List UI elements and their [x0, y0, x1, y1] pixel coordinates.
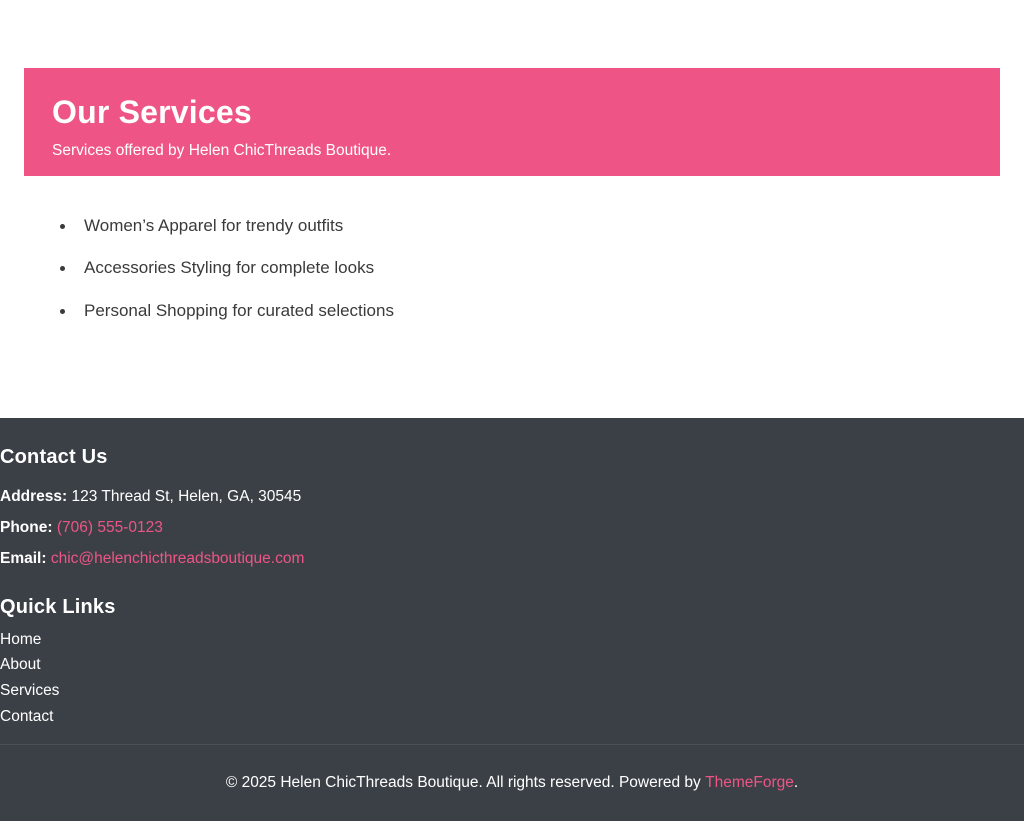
footer-email-row	[0, 549, 1024, 570]
footer-address-row	[0, 487, 1024, 508]
footer-email-link[interactable]: chic@helenchicthreadsboutique.com	[50, 549, 305, 567]
theme-credit-link[interactable]: ThemeForge	[705, 774, 794, 791]
list-item	[0, 656, 1024, 675]
footer-email-label: Email:	[0, 549, 47, 567]
footer-address-value: 123 Thread St, Helen, GA, 30545	[71, 488, 302, 505]
page-hero-banner	[24, 68, 1000, 176]
copyright-text: © 2025 Helen ChicThreads Boutique. All rights reserved. Powered by	[225, 774, 706, 791]
page-subtitle: Services offered by Helen ChicThreads Boutique.	[52, 141, 392, 159]
footer-copyright-bar	[0, 744, 1024, 821]
services-list	[24, 216, 1000, 321]
list-item	[60, 258, 1000, 278]
footer-contact-heading: Contact Us	[0, 446, 108, 468]
footer-phone-label: Phone:	[0, 518, 53, 536]
list-item	[0, 631, 1024, 650]
copyright-text-end: .	[793, 774, 799, 791]
footer-quicklinks-heading: Quick Links	[0, 595, 116, 618]
service-label: Accessories Styling for complete looks	[84, 258, 375, 278]
service-label: Personal Shopping for curated selections	[84, 300, 394, 320]
list-item	[0, 708, 1024, 727]
footer-link-home[interactable]: Home	[0, 630, 42, 648]
footer-content	[0, 446, 1024, 726]
service-label: Women’s Apparel for trendy outfits	[84, 216, 344, 235]
list-item	[0, 682, 1024, 701]
footer-link-contact[interactable]: Contact	[0, 707, 54, 725]
footer-phone-link[interactable]: (706) 555-0123	[56, 518, 163, 536]
footer-link-about[interactable]: About	[0, 656, 41, 674]
list-item	[60, 301, 1000, 321]
site-footer	[0, 418, 1024, 821]
list-item	[60, 216, 1000, 236]
page-title: Our Services	[52, 94, 252, 130]
footer-address-label: Address:	[0, 488, 68, 505]
footer-link-services[interactable]: Services	[0, 681, 60, 699]
footer-phone-row	[0, 518, 1024, 539]
footer-quicklinks-list	[0, 631, 1024, 726]
